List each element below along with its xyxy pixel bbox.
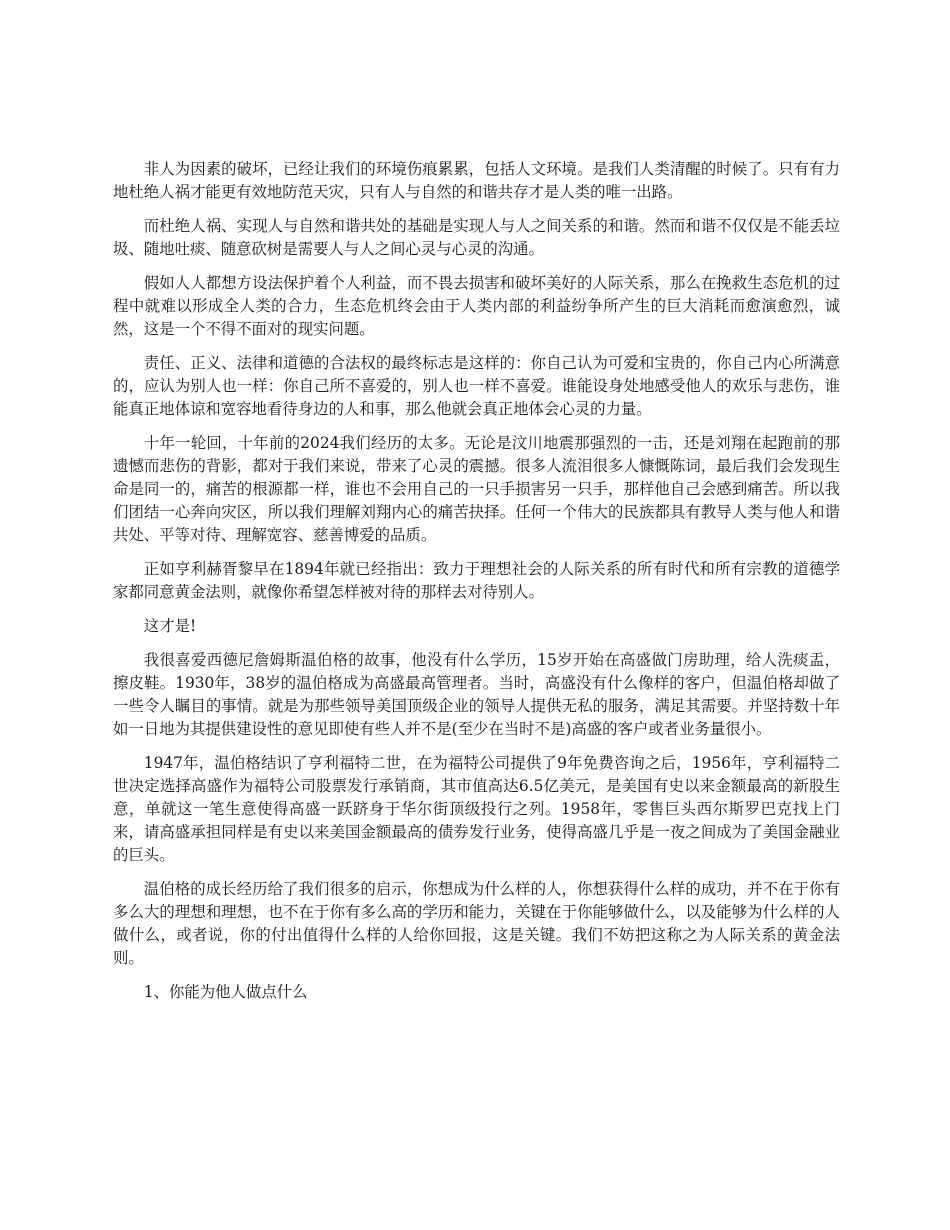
paragraph: 这才是! (143, 617, 197, 635)
document-body (113, 158, 840, 1015)
paragraph: 温伯格的成长经历给了我们很多的启示，你想成为什么样的人，你想获得什么样的成功，并不在于你有多么大的理想和理想，也不在于你有多么高的学历和能力，关键在于你能够做什么，以及能够为什么样的人做什么，或者说，你的付出值得什么样的人给你回报，这是关键。我们不妨把这称之为人际关系的黄金法则。 (113, 880, 840, 967)
paragraph: 正如亨利赫胥黎早在1894年就已经指出：致力于理想社会的人际关系的所有时代和所有宗教的道德学家都同意黄金法则，就像你希望怎样被对待的那样去对待别人。 (113, 560, 840, 601)
paragraph: 我很喜爱西德尼詹姆斯温伯格的故事，他没有什么学历，15岁开始在高盛做门房助理，给人洗痰盂，擦皮鞋。1930年，38岁的温伯格成为高盛最高管理者。当时，高盛没有什么像样的客户，但温伯格却做了一些令人瞩目的事情。就是为那些领导美国顶级企业的领导人提供无私的服务，满足其需要。并坚持数十年如一日地为其提供建设性的意见即使有些人并不是(至少在当时不是)高盛的客户或者业务量很小。 (113, 651, 840, 738)
paragraph: 而杜绝人祸、实现人与自然和谐共处的基础是实现人与人之间关系的和谐。然而和谐不仅仅是不能丢垃圾、随地吐痰、随意砍树是需要人与人之间心灵与心灵的沟通。 (113, 217, 840, 258)
paragraph: 非人为因素的破坏，已经让我们的环境伤痕累累，包括人文环境。是我们人类清醒的时候了。只有有力地杜绝人祸才能更有效地防范天灾，只有人与自然的和谐共存才是人类的唯一出路。 (113, 160, 840, 201)
paragraph: 责任、正义、法律和道德的合法权的最终标志是这样的：你自己认为可爱和宝贵的，你自己内心所满意的，应认为别人也一样：你自己所不喜爱的，别人也一样不喜爱。谁能设身处地感受他人的欢乐与悲伤，谁能真正地体谅和宽容地看待身边的人和事，那么他就会真正地体会心灵的力量。 (113, 354, 840, 418)
section-heading: 1、你能为他人做点什么 (143, 983, 308, 1001)
paragraph: 1947年，温伯格结识了亨利福特二世，在为福特公司提供了9年免费咨询之后，1956年，亨利福特二世决定选择高盛作为福特公司股票发行承销商，其市值高达6.5亿美元，是美国有史以来金额最高的新股生意，单就这一笔生意使得高盛一跃跻身于华尔街顶级投行之列。1958年，零售巨头西尔斯罗巴克找上门来，请高盛承担同样是有史以来美国金额最高的债券发行业务，使得高盛几乎是一夜之间成为了美国金融业的巨头。 (113, 754, 840, 864)
paragraph: 十年一轮回，十年前的2024我们经历的太多。无论是汶川地震那强烈的一击，还是刘翔在起跑前的那遗憾而悲伤的背影，都对于我们来说，带来了心灵的震撼。很多人流泪很多人慷慨陈词，最后我们会发现生命是同一的，痛苦的根源都一样，谁也不会用自己的一只手损害另一只手，那样他自己会感到痛苦。所以我们团结一心奔向灾区，所以我们理解刘翔内心的痛苦抉择。任何一个伟大的民族都具有教导人类与他人和谐共处、平等对待、理解宽容、慈善博爱的品质。 (113, 434, 840, 544)
paragraph: 假如人人都想方设法保护着个人利益，而不畏去损害和破坏美好的人际关系，那么在挽救生态危机的过程中就难以形成全人类的合力，生态危机终会由于人类内部的利益纷争所产生的巨大消耗而愈演愈烈，诚然，这是一个不得不面对的现实问题。 (113, 274, 840, 338)
